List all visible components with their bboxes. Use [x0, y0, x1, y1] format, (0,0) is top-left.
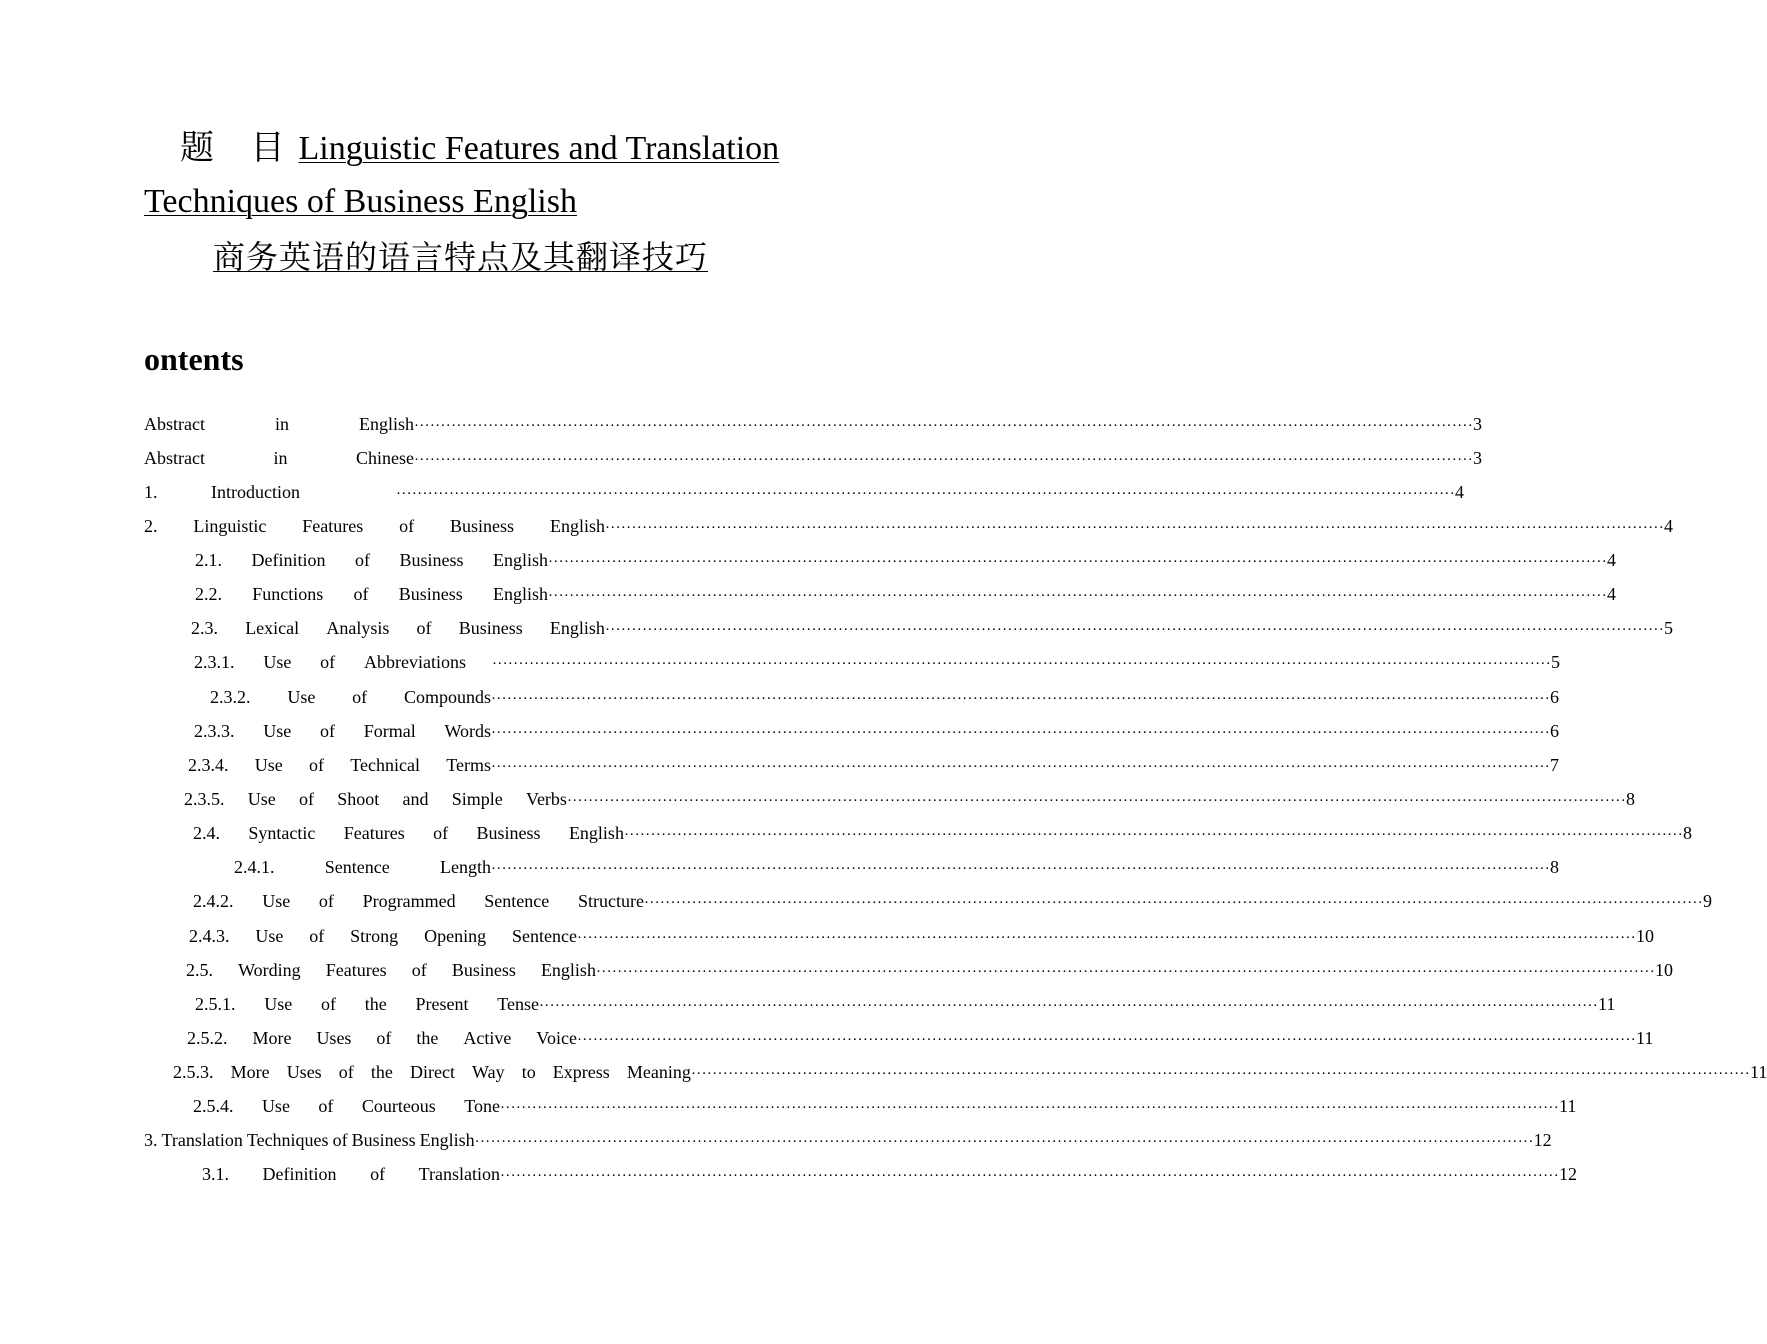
toc-word: 2.2.	[195, 584, 222, 604]
toc-entry[interactable]	[195, 548, 1617, 572]
toc-page-number: 11	[1559, 1096, 1577, 1116]
toc-word: Definition	[251, 550, 326, 570]
toc-page-number: 4	[1607, 584, 1617, 604]
toc-word: 2.5.3.	[173, 1062, 214, 1082]
toc-word: Direct	[409, 1062, 455, 1082]
toc-word: 2.5.1.	[195, 994, 236, 1014]
toc-word: the	[364, 994, 387, 1014]
toc-leader-dots: ········································································································································································································	[414, 452, 1474, 468]
toc-word: of	[352, 687, 368, 707]
toc-leader-dots: ········································································································································································································	[396, 486, 1456, 502]
toc-entry-title	[189, 924, 577, 948]
toc-word: of	[309, 926, 325, 946]
toc-word: Business	[476, 823, 541, 843]
toc-word: of	[433, 823, 449, 843]
toc-word: of	[353, 584, 369, 604]
toc-word: Introduction	[211, 482, 300, 502]
toc-word: More	[230, 1062, 270, 1082]
toc-leader-dots: ········································································································································································································	[491, 759, 1551, 775]
toc-word: Opening	[424, 926, 487, 946]
toc-entry[interactable]	[144, 446, 1483, 470]
toc-word: in	[274, 414, 289, 434]
toc-word: Courteous	[361, 1096, 436, 1116]
toc-word: Length	[440, 857, 491, 877]
toc-page-number: 11	[1598, 994, 1616, 1014]
toc-page-number: 8	[1683, 823, 1693, 843]
toc-leader-dots: ········································································································································································································	[596, 964, 1656, 980]
title-chinese: 商务英语的语言特点及其翻译技巧	[213, 238, 709, 276]
toc-word: English	[492, 584, 548, 604]
toc-page-number: 5	[1551, 652, 1561, 672]
toc-leader-dots: ········································································································································································································	[605, 520, 1665, 536]
toc-entry[interactable]	[144, 514, 1674, 538]
toc-word: 2.3.	[191, 618, 218, 638]
title-label: 题 目	[180, 130, 299, 167]
toc-word: Wording	[238, 960, 301, 980]
toc-word: Tone	[464, 1096, 500, 1116]
toc-word: 2.3.2.	[210, 687, 251, 707]
toc-word: Use	[254, 755, 283, 775]
toc-entry[interactable]	[202, 1162, 1578, 1186]
toc-word: Present	[415, 994, 469, 1014]
toc-word: of	[321, 994, 336, 1014]
toc-leader-dots: ········································································································································································································	[491, 725, 1551, 741]
toc-word: English	[358, 414, 414, 434]
toc-word: Use	[287, 687, 316, 707]
toc-entry-title	[194, 650, 466, 674]
toc-leader-dots: ········································································································································································································	[691, 1066, 1751, 1082]
toc-entry-title	[191, 616, 605, 640]
toc-word: Business	[351, 1130, 416, 1150]
toc-word: of	[319, 721, 335, 741]
toc-entry-title	[187, 1026, 577, 1050]
toc-word: 2.5.	[186, 960, 213, 980]
toc-entry[interactable]	[189, 924, 1655, 948]
toc-word: the	[416, 1028, 439, 1048]
toc-word: Technical	[350, 755, 420, 775]
toc-word: 2.5.2.	[187, 1028, 228, 1048]
toc-leader-dots: ········································································································································································································	[644, 895, 1704, 911]
toc-page-number: 12	[1533, 1130, 1552, 1150]
toc-word: of	[338, 1062, 354, 1082]
toc-word: Meaning	[626, 1062, 691, 1082]
toc-word: Lexical	[245, 618, 300, 638]
toc-word: Simple	[451, 789, 503, 809]
toc-word: Use	[255, 926, 284, 946]
toc-page-number: 8	[1550, 857, 1560, 877]
toc-word: Tense	[497, 994, 539, 1014]
toc-leader-dots: ········································································································································································································	[539, 998, 1599, 1014]
toc-word: Features	[302, 516, 364, 536]
toc-entry-title	[144, 514, 605, 538]
toc-leader-dots: ········································································································································································································	[567, 793, 1627, 809]
toc-page-number: 4	[1607, 550, 1617, 570]
toc-entry[interactable]	[144, 1128, 1552, 1152]
toc-page-number: 3	[1473, 414, 1483, 434]
toc-word: of	[320, 652, 336, 672]
toc-word: Uses	[286, 1062, 322, 1082]
toc-word: and	[402, 789, 429, 809]
toc-page-number: 3	[1473, 448, 1483, 468]
toc-word: 3.1.	[202, 1164, 229, 1184]
toc-page-number: 4	[1455, 482, 1465, 502]
toc-word: Use	[264, 994, 293, 1014]
toc-entry[interactable]	[173, 1060, 1767, 1084]
toc-entry-title	[193, 889, 644, 913]
toc-word: 2.4.1.	[234, 857, 275, 877]
toc-word: to	[521, 1062, 536, 1082]
toc-entry[interactable]	[210, 685, 1560, 709]
toc-page-number: 12	[1559, 1164, 1578, 1184]
toc-entry[interactable]	[194, 719, 1560, 743]
toc-entry[interactable]	[194, 650, 1561, 674]
toc-word: Linguistic	[193, 516, 267, 536]
toc-entry[interactable]	[184, 787, 1636, 811]
toc-word: English	[492, 550, 548, 570]
toc-entry-title	[210, 685, 491, 709]
toc-word: Features	[343, 823, 405, 843]
toc-word: Express	[552, 1062, 610, 1082]
toc-leader-dots: ········································································································································································································	[500, 1168, 1560, 1184]
toc-word: Way	[472, 1062, 505, 1082]
toc-page-number: 6	[1550, 721, 1560, 741]
toc-word: of	[416, 618, 432, 638]
toc-entry-title	[193, 821, 624, 845]
toc-page-number: 10	[1636, 926, 1655, 946]
toc-leader-dots: ········································································································································································································	[624, 827, 1684, 843]
toc-word: Business	[450, 516, 515, 536]
toc-entry[interactable]	[186, 958, 1674, 982]
toc-word: Words	[444, 721, 491, 741]
toc-word: Business	[399, 550, 464, 570]
toc-word: Use	[262, 891, 291, 911]
toc-entry-title	[195, 992, 539, 1016]
toc-word: Structure	[577, 891, 644, 911]
toc-page-number: 4	[1664, 516, 1674, 536]
toc-entry[interactable]	[188, 753, 1560, 777]
toc-leader-dots: ········································································································································································································	[492, 656, 1552, 672]
toc-word: Abbreviations	[363, 652, 466, 672]
toc-word: Functions	[252, 584, 324, 604]
toc-entry-title	[194, 719, 491, 743]
toc-leader-dots: ········································································································································································································	[474, 1134, 1534, 1150]
toc-word: English	[568, 823, 624, 843]
toc-word: of	[411, 960, 427, 980]
toc-entry[interactable]	[193, 1094, 1577, 1118]
toc-entry-title	[188, 753, 491, 777]
title-en-line2: Techniques of Business English	[144, 183, 577, 220]
toc-word: 2.	[144, 516, 158, 536]
toc-word: Programmed	[362, 891, 456, 911]
toc-leader-dots: ········································································································································································································	[605, 622, 1665, 638]
toc-word: Use	[263, 721, 292, 741]
toc-entry-title	[144, 446, 414, 470]
toc-word: Uses	[316, 1028, 352, 1048]
toc-entry-title	[195, 582, 548, 606]
toc-word: Use	[247, 789, 276, 809]
toc-word: Analysis	[326, 618, 390, 638]
toc-word: 2.1.	[195, 550, 222, 570]
toc-word: Translation	[418, 1164, 500, 1184]
toc-page-number: 6	[1550, 687, 1560, 707]
toc-word: English	[549, 618, 605, 638]
toc-word: Abstract	[144, 448, 205, 468]
toc-leader-dots: ········································································································································································································	[548, 588, 1608, 604]
toc-word: Business	[458, 618, 523, 638]
contents-heading: ontents	[144, 341, 244, 377]
toc-word: Use	[261, 1096, 290, 1116]
toc-word: the	[370, 1062, 393, 1082]
toc-page-number: 5	[1664, 618, 1674, 638]
toc-entry[interactable]	[193, 821, 1693, 845]
toc-entry-title	[144, 480, 300, 504]
toc-word: 2.3.5.	[184, 789, 225, 809]
toc-word: Features	[325, 960, 387, 980]
toc-word: Shoot	[337, 789, 380, 809]
toc-entry[interactable]	[144, 412, 1483, 436]
toc-word: 2.3.4.	[188, 755, 229, 775]
toc-leader-dots: ········································································································································································································	[577, 930, 1637, 946]
toc-entry-title	[186, 958, 596, 982]
title-en-line1: Linguistic Features and Translation	[298, 130, 780, 167]
toc-leader-dots: ········································································································································································································	[548, 554, 1608, 570]
toc-word: Compounds	[403, 687, 491, 707]
toc-word: of	[354, 550, 370, 570]
toc-word: English	[549, 516, 605, 536]
toc-word: 1.	[144, 482, 158, 502]
toc-word: More	[252, 1028, 292, 1048]
toc-entry[interactable]	[191, 616, 1674, 640]
toc-word: of	[332, 1130, 348, 1150]
toc-word: Definition	[262, 1164, 337, 1184]
toc-word: Syntactic	[248, 823, 316, 843]
toc-page-number: 8	[1626, 789, 1636, 809]
toc-word: 2.4.	[193, 823, 220, 843]
toc-leader-dots: ········································································································································································································	[414, 418, 1474, 434]
toc-entry[interactable]	[193, 889, 1713, 913]
toc-word: Active	[463, 1028, 512, 1048]
toc-word: Terms	[446, 755, 491, 775]
toc-entry-title	[234, 855, 491, 879]
toc-word: of	[370, 1164, 386, 1184]
toc-entry-title	[173, 1060, 691, 1084]
toc-word: of	[399, 516, 415, 536]
toc-word: 3.	[144, 1130, 158, 1150]
toc-leader-dots: ········································································································································································································	[491, 861, 1551, 877]
toc-entry-title	[144, 1128, 475, 1152]
toc-word: 2.4.3.	[189, 926, 230, 946]
toc-word: Chinese	[356, 448, 414, 468]
toc-word: Voice	[536, 1028, 577, 1048]
toc-word: in	[273, 448, 288, 468]
toc-word: Use	[263, 652, 292, 672]
toc-word: English	[419, 1130, 475, 1150]
toc-entry[interactable]	[195, 992, 1616, 1016]
toc-leader-dots: ········································································································································································································	[491, 691, 1551, 707]
toc-word: of	[318, 891, 334, 911]
toc-word: 2.5.4.	[193, 1096, 234, 1116]
toc-word: Business	[451, 960, 516, 980]
toc-word: Techniques	[246, 1130, 329, 1150]
toc-entry-title	[193, 1094, 500, 1118]
toc-word: 2.3.1.	[194, 652, 235, 672]
toc-entry-title	[195, 548, 548, 572]
toc-entry-title	[144, 412, 414, 436]
toc-word: of	[298, 789, 314, 809]
toc-entry[interactable]	[187, 1026, 1654, 1050]
toc-word: Translation	[161, 1130, 243, 1150]
toc-page-number: 11	[1636, 1028, 1654, 1048]
toc-word: Sentence	[511, 926, 577, 946]
toc-word: Sentence	[484, 891, 550, 911]
toc-page-number: 7	[1550, 755, 1560, 775]
toc-page-number: 9	[1703, 891, 1713, 911]
toc-entry[interactable]	[195, 582, 1617, 606]
toc-word: Strong	[350, 926, 399, 946]
toc-word: of	[309, 755, 325, 775]
toc-leader-dots: ········································································································································································································	[500, 1100, 1560, 1116]
toc-word: Verbs	[525, 789, 567, 809]
toc-word: of	[376, 1028, 392, 1048]
toc-word: Formal	[363, 721, 416, 741]
toc-word: Abstract	[144, 414, 205, 434]
toc-word: of	[318, 1096, 334, 1116]
toc-word: 2.4.2.	[193, 891, 234, 911]
toc-entry-title	[202, 1162, 500, 1186]
toc-leader-dots: ········································································································································································································	[577, 1032, 1637, 1048]
toc-word: Business	[398, 584, 463, 604]
toc-entry[interactable]	[144, 480, 1465, 504]
toc-entry[interactable]	[234, 855, 1560, 879]
toc-page-number: 11	[1750, 1062, 1767, 1082]
toc-entry-title	[184, 787, 567, 811]
toc-word: 2.3.3.	[194, 721, 235, 741]
toc-page-number: 10	[1655, 960, 1674, 980]
toc-word: English	[540, 960, 596, 980]
toc-word: Sentence	[324, 857, 390, 877]
